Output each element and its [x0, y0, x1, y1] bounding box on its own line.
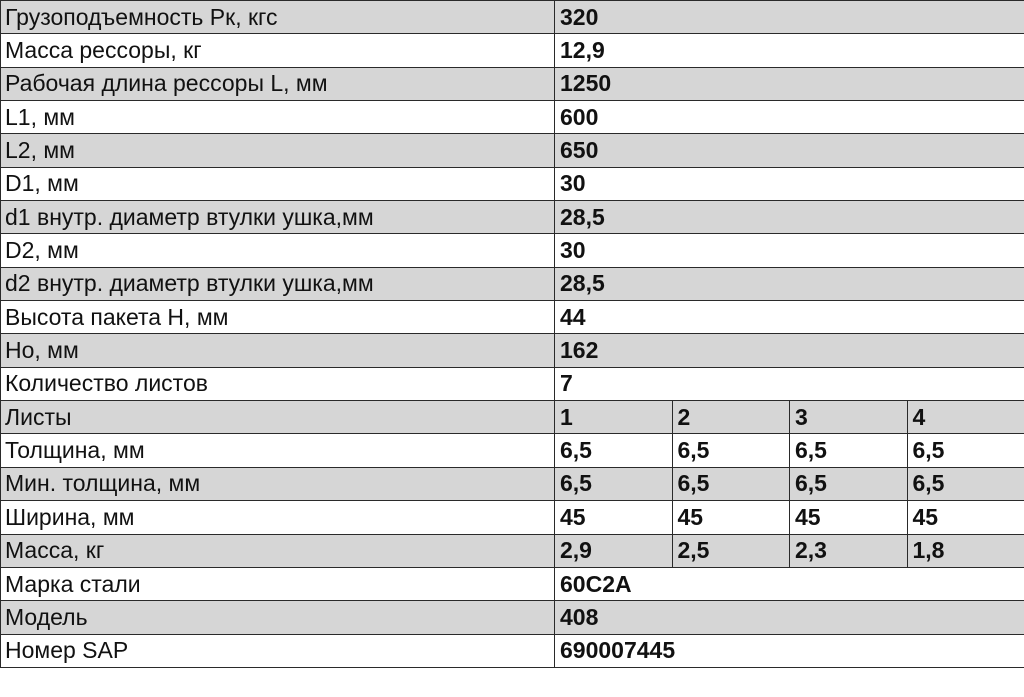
- row-label: Мин. толщина, мм: [1, 467, 555, 500]
- table-row: [1, 101, 1024, 134]
- leaf-cell: 6,5: [555, 467, 673, 500]
- row-label: Масса рессоры, кг: [1, 34, 555, 67]
- leaf-cell: 45: [672, 501, 790, 534]
- table-row: [1, 534, 1024, 567]
- leaf-cell: 3: [790, 401, 908, 434]
- table-row: [1, 634, 1024, 667]
- row-label: Масса, кг: [1, 534, 555, 567]
- leaf-cell: 6,5: [907, 467, 1024, 500]
- row-value: 690007445: [555, 634, 1024, 667]
- leaf-cell: 2: [672, 401, 790, 434]
- row-label: Но, мм: [1, 334, 555, 367]
- row-label: Номер SAP: [1, 634, 555, 667]
- row-value: 28,5: [555, 267, 1024, 300]
- table-row: [1, 301, 1024, 334]
- leaf-cell: 6,5: [790, 467, 908, 500]
- leaf-cell: 4: [907, 401, 1024, 434]
- row-label: Высота пакета Н, мм: [1, 301, 555, 334]
- leaf-cell: 1: [555, 401, 673, 434]
- row-label: Толщина, мм: [1, 434, 555, 467]
- row-value: 12,9: [555, 34, 1024, 67]
- table-row: [1, 601, 1024, 634]
- row-value: 7: [555, 367, 1024, 400]
- row-label: d2 внутр. диаметр втулки ушка,мм: [1, 267, 555, 300]
- row-value: 44: [555, 301, 1024, 334]
- table-row: [1, 234, 1024, 267]
- row-value: 1250: [555, 67, 1024, 100]
- table-row: [1, 567, 1024, 600]
- row-value: 28,5: [555, 201, 1024, 234]
- row-value: 320: [555, 1, 1024, 34]
- row-label: Ширина, мм: [1, 501, 555, 534]
- row-value: 650: [555, 134, 1024, 167]
- leaf-cell: 1,8: [907, 534, 1024, 567]
- table-row: [1, 134, 1024, 167]
- table-row: [1, 334, 1024, 367]
- leaf-cell: 6,5: [672, 467, 790, 500]
- row-label: D1, мм: [1, 167, 555, 200]
- leaf-cell: 6,5: [555, 434, 673, 467]
- row-label: d1 внутр. диаметр втулки ушка,мм: [1, 201, 555, 234]
- row-label: D2, мм: [1, 234, 555, 267]
- row-label: Модель: [1, 601, 555, 634]
- leaf-cell: 6,5: [907, 434, 1024, 467]
- leaf-cell: 2,5: [672, 534, 790, 567]
- table-row: [1, 201, 1024, 234]
- row-label: L2, мм: [1, 134, 555, 167]
- table-row: [1, 34, 1024, 67]
- row-label: L1, мм: [1, 101, 555, 134]
- table-row: [1, 501, 1024, 534]
- table-row: [1, 1, 1024, 34]
- table-row: [1, 167, 1024, 200]
- row-value: 60С2А: [555, 567, 1024, 600]
- table-row: [1, 434, 1024, 467]
- leaf-cell: 6,5: [790, 434, 908, 467]
- row-label: Грузоподъемность Рк, кгс: [1, 1, 555, 34]
- row-value: 408: [555, 601, 1024, 634]
- table-row: [1, 67, 1024, 100]
- row-label: Марка стали: [1, 567, 555, 600]
- row-value: 600: [555, 101, 1024, 134]
- leaf-cell: 45: [555, 501, 673, 534]
- row-label: Количество листов: [1, 367, 555, 400]
- table-row: [1, 267, 1024, 300]
- row-value: 30: [555, 167, 1024, 200]
- row-value: 162: [555, 334, 1024, 367]
- table-row: [1, 467, 1024, 500]
- leaf-cell: 6,5: [672, 434, 790, 467]
- row-label: Рабочая длина рессоры L, мм: [1, 67, 555, 100]
- leaf-cell: 2,3: [790, 534, 908, 567]
- table-row: [1, 401, 1024, 434]
- leaf-cell: 2,9: [555, 534, 673, 567]
- row-value: 30: [555, 234, 1024, 267]
- row-label: Листы: [1, 401, 555, 434]
- leaf-cell: 45: [790, 501, 908, 534]
- table-row: [1, 367, 1024, 400]
- leaf-cell: 45: [907, 501, 1024, 534]
